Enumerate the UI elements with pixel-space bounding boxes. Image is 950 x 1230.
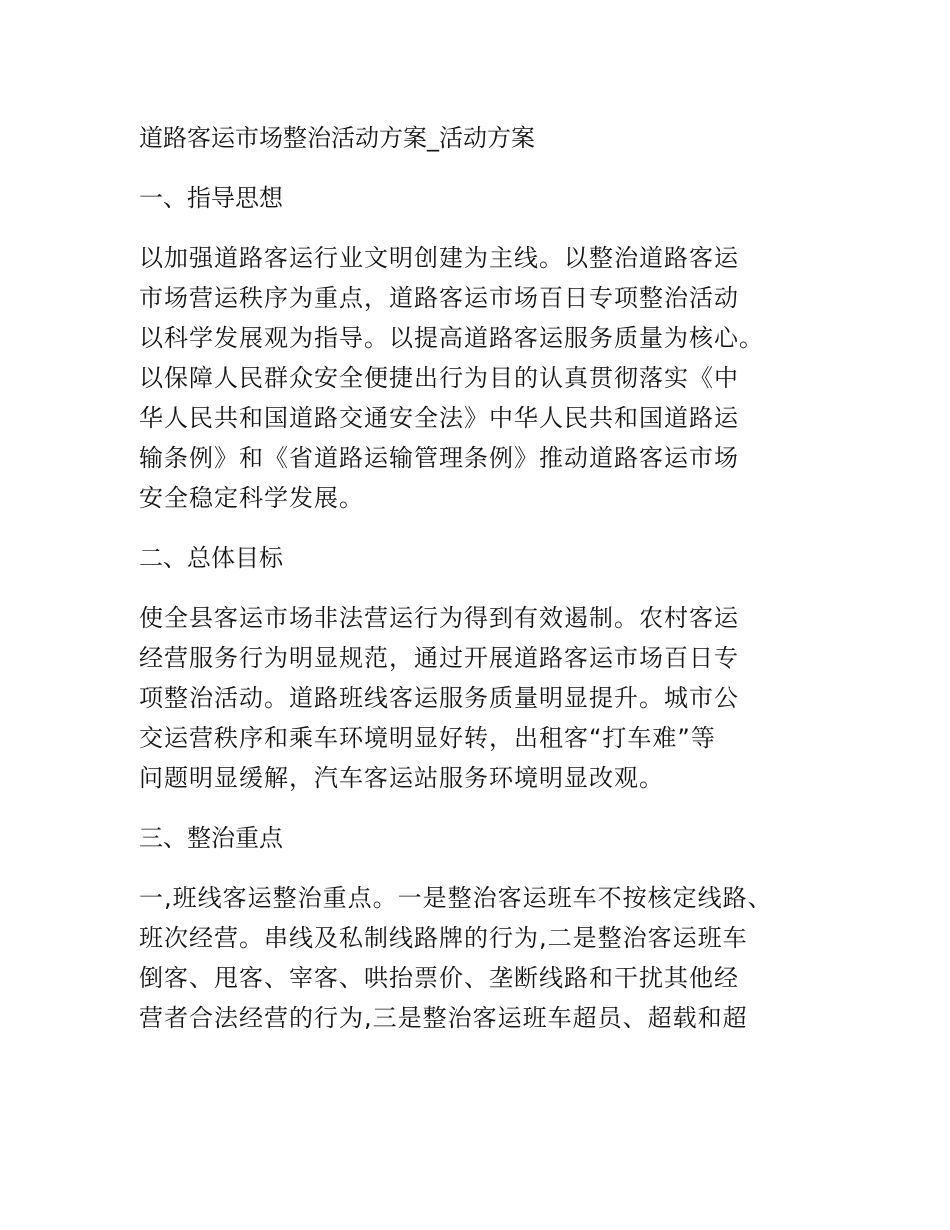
paragraph-line: 倒客、甩客、宰客、哄抬票价、垄断线路和干扰其他经 (139, 964, 739, 992)
paragraph-line: 项整治活动。道路班线客运服务质量明显提升。城市公 (139, 684, 739, 712)
paragraph-line: 安全稳定科学发展。 (139, 484, 364, 512)
paragraph-line: 交运营秩序和乘车环境明显好转，出租客“打车难”等 (139, 724, 716, 752)
paragraph-line: 问题明显缓解，汽车客运站服务环境明显改观。 (139, 764, 664, 792)
paragraph-line: 经营服务行为明显规范，通过开展道路客运市场百日专 (139, 644, 739, 672)
section-paragraph-rectification-focus (139, 878, 819, 1038)
paragraph-line: 营者合法经营的行为,三是整治客运班车超员、超载和超 (139, 1004, 748, 1032)
paragraph-line: 一,班线客运整治重点。一是整治客运班车不按核定线路、 (139, 884, 773, 912)
paragraph-line: 以科学发展观为指导。以提高道路客运服务质量为核心。 (139, 324, 764, 352)
paragraph-line: 市场营运秩序为重点，道路客运市场百日专项整治活动 (139, 284, 739, 312)
section-heading-rectification-focus: 三、整治重点 (139, 824, 283, 852)
paragraph-line: 华人民共和国道路交通安全法》中华人民共和国道路运 (139, 404, 739, 432)
paragraph-line: 以加强道路客运行业文明创建为主线。以整治道路客运 (139, 244, 739, 272)
document-title: 道路客运市场整治活动方案_活动方案 (139, 124, 535, 152)
document-body (139, 118, 819, 1058)
section-paragraph-overall-goal (139, 598, 819, 798)
paragraph-line: 班次经营。串线及私制线路牌的行为,二是整治客运班车 (139, 924, 748, 952)
section-heading-guiding-ideology: 一、指导思想 (139, 184, 283, 212)
paragraph-line: 输条例》和《省道路运输管理条例》推动道路客运市场 (139, 444, 739, 472)
section-heading-overall-goal: 二、总体目标 (139, 544, 283, 572)
paragraph-line: 使全县客运市场非法营运行为得到有效遏制。农村客运 (139, 604, 739, 632)
section-paragraph-guiding-ideology (139, 238, 819, 518)
paragraph-line: 以保障人民群众安全便捷出行为目的认真贯彻落实《中 (139, 364, 739, 392)
